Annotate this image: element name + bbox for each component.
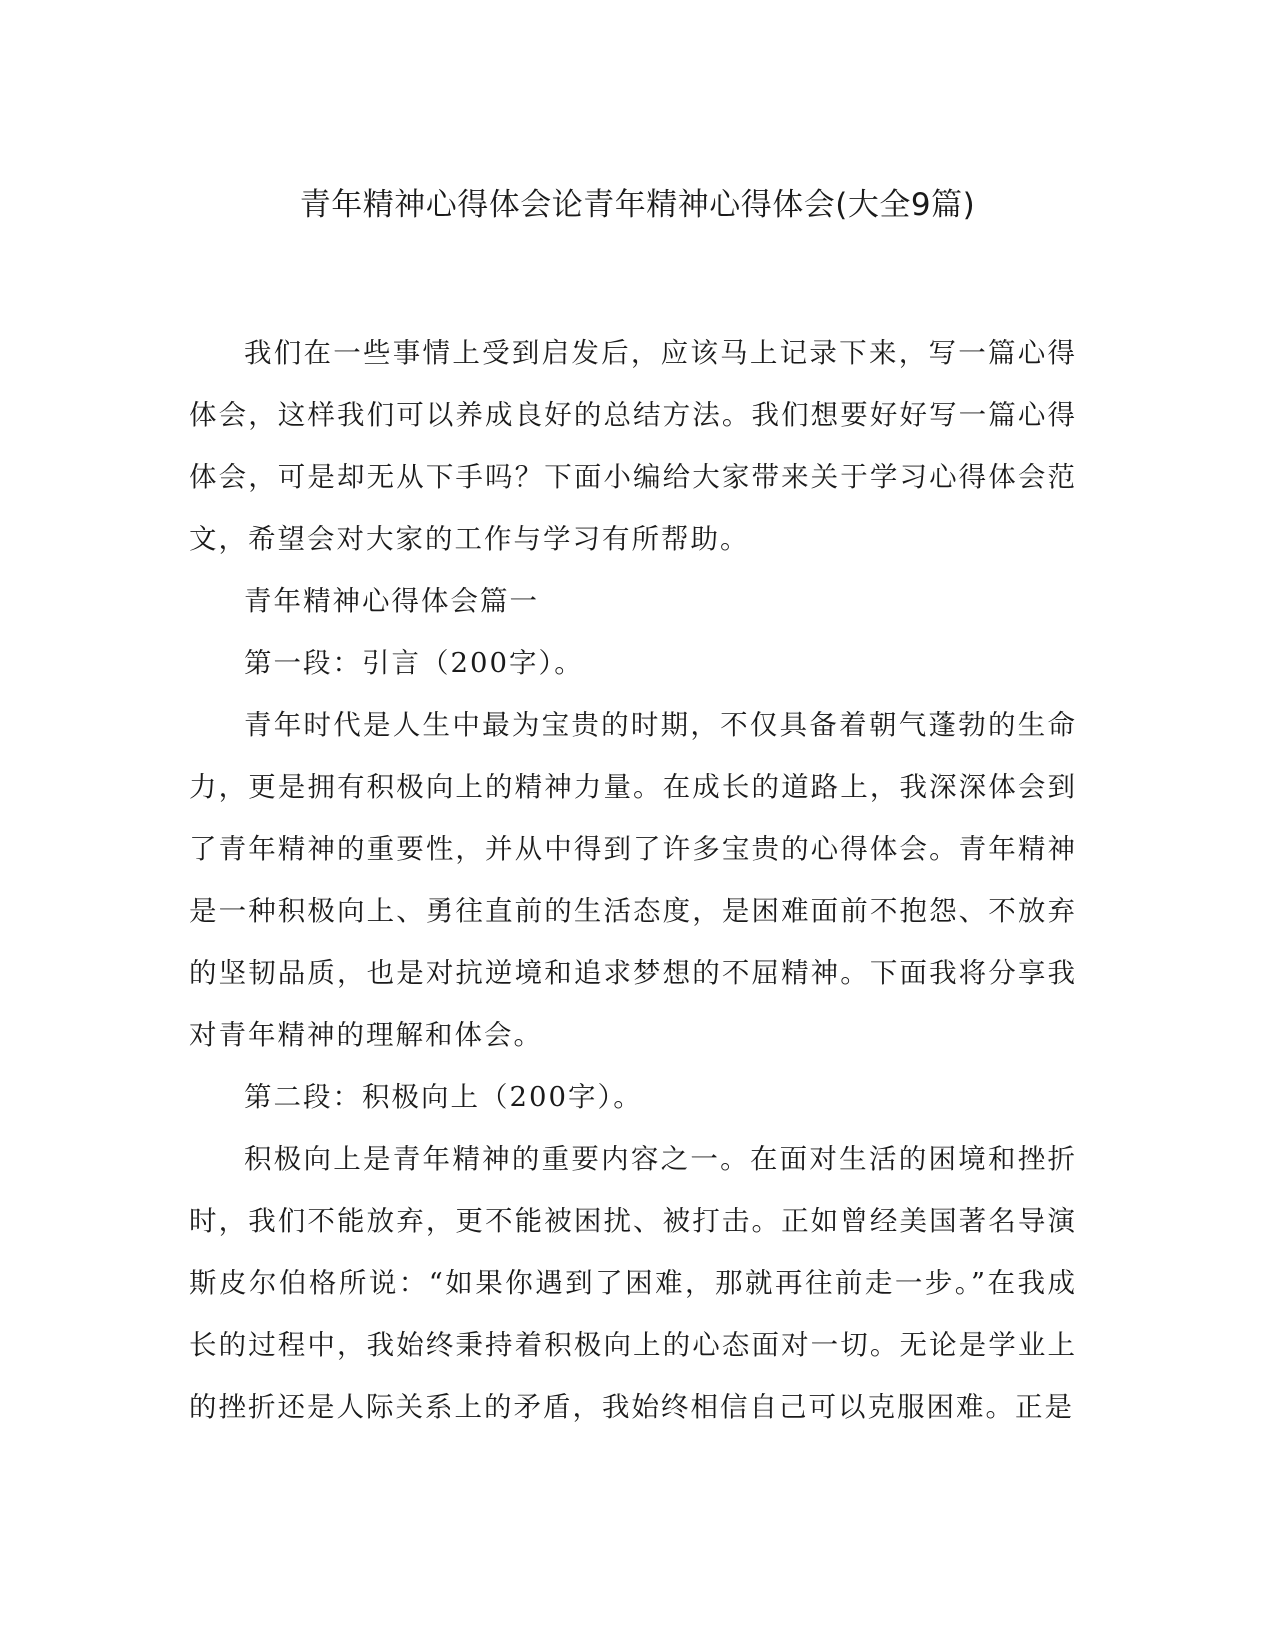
document-title: 青年精神心得体会论青年精神心得体会(大全9篇) [299,187,976,223]
document-body [189,322,1077,1438]
subheading-introduction: 第一段：引言（200字）。 [244,647,584,679]
section-heading-part-one: 青年精神心得体会篇一 [244,585,539,617]
subheading-positive-attitude: 第二段：积极向上（200字）。 [244,1081,643,1113]
body-paragraph: 积极向上是青年精神的重要内容之一。在面对生活的困境和挫折时，我们不能放弃，更不能被困扰、被打击。正如曾经美国著名导演斯皮尔伯格所说：“如果你遇到了困难，那就再往前走一步。”在我成长的过程中，我始终秉持着积极向上的心态面对一切。无论是学业上的挫折还是人际关系上的矛盾，我始终相信自己可以克服困难。正是 [189,1143,1077,1423]
intro-paragraph: 我们在一些事情上受到启发后，应该马上记录下来，写一篇心得体会，这样我们可以养成良好的总结方法。我们想要好好写一篇心得体会，可是却无从下手吗？下面小编给大家带来关于学习心得体会范文，希望会对大家的工作与学习有所帮助。 [189,337,1077,555]
body-paragraph: 青年时代是人生中最为宝贵的时期，不仅具备着朝气蓬勃的生命力，更是拥有积极向上的精神力量。在成长的道路上，我深深体会到了青年精神的重要性，并从中得到了许多宝贵的心得体会。青年精神是一种积极向上、勇往直前的生活态度，是困难面前不抱怨、不放弃的坚韧品质，也是对抗逆境和追求梦想的不屈精神。下面我将分享我对青年精神的理解和体会。 [189,709,1077,1051]
